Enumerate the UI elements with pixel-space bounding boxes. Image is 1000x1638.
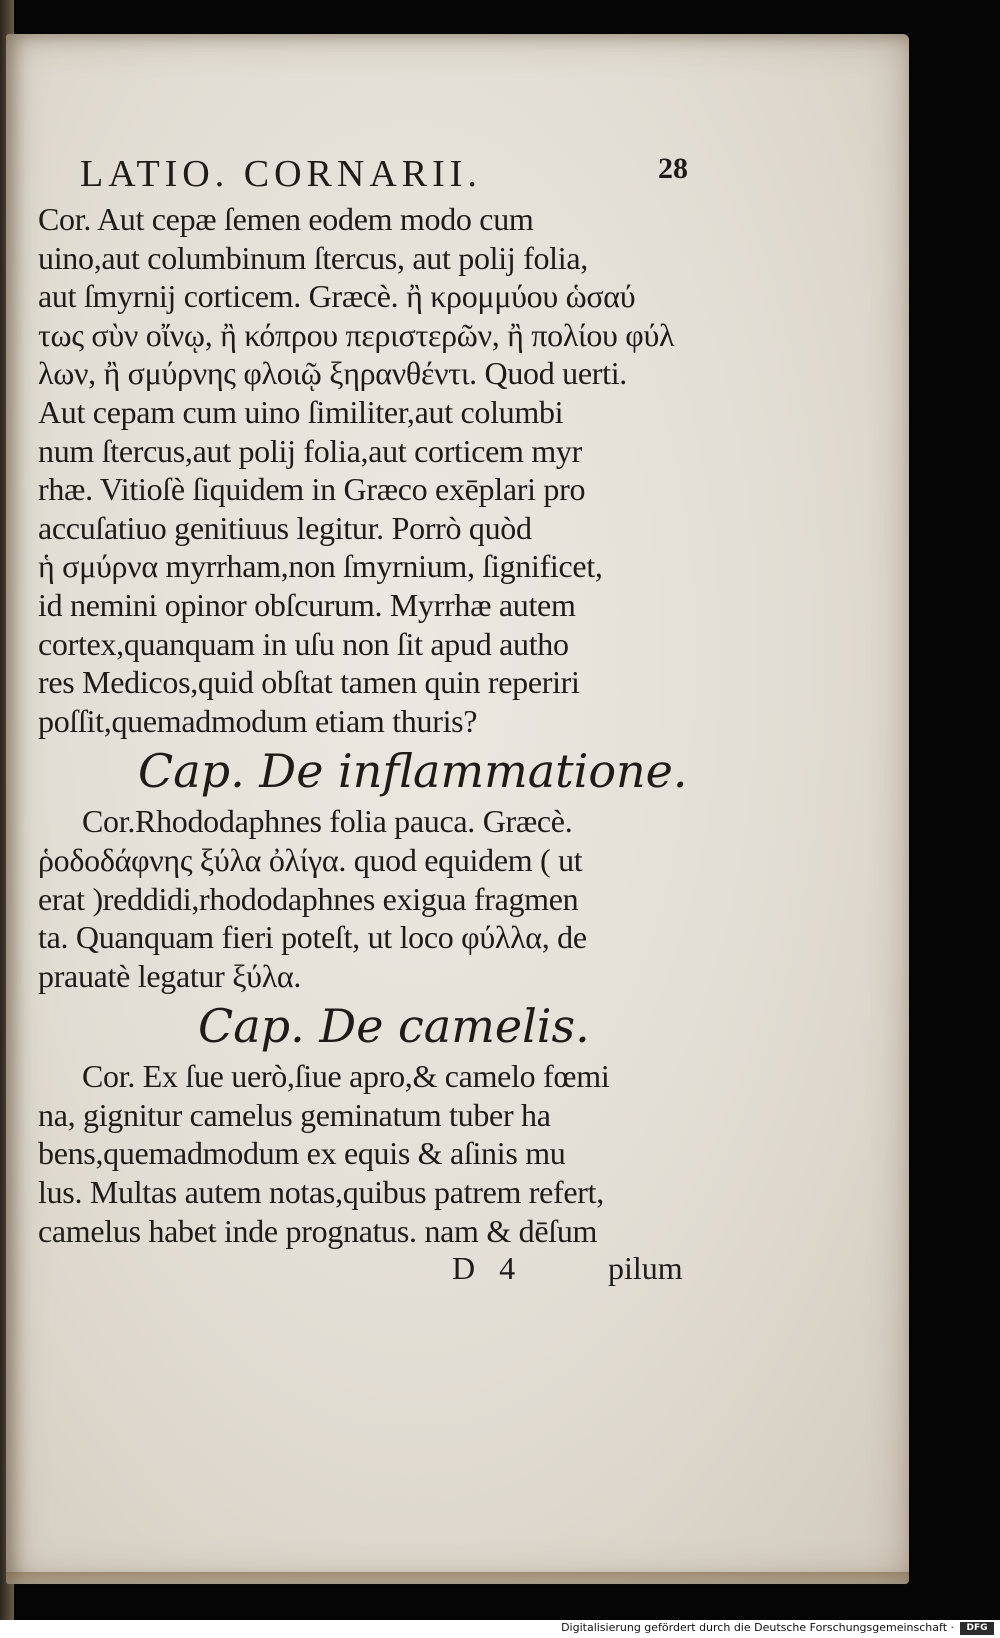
text-line: id nemini opinor obſcurum. Myrrhæ autem [38, 586, 576, 623]
text-line: camelus habet inde prognatus. nam & dēſum [38, 1212, 598, 1249]
text-line: Aut cepam cum uino ſimiliter,aut columbi [38, 393, 564, 430]
text-line: cortex,quanquam in uſu non ſit apud autho [38, 625, 569, 662]
folio-number: 28 [658, 152, 688, 185]
text-line: na, gignitur camelus geminatum tuber ha [38, 1096, 551, 1133]
footer-bar [0, 1620, 1000, 1638]
text-line: rhæ. Vitioſè ſiquidem in Græco exēplari pro [38, 471, 586, 508]
text-line: ta. Quanquam fieri poteſt, ut loco φύλλα, de [38, 919, 587, 956]
paragraph-3 [38, 1057, 728, 1250]
page-bottom-shadow [6, 1572, 909, 1586]
text-line: res Medicos,quid obſtat tamen quin reperiri [38, 664, 580, 701]
text-line: bens,quemadmodum ex equis & aſinis mu [38, 1135, 566, 1172]
text-line: accuſatiuo genitiuus legitur. Porrò quòd [38, 509, 532, 546]
text-line: uino,aut columbinum ſtercus, aut polij folia, [38, 239, 588, 276]
signature-line [38, 1250, 728, 1288]
dfg-logo-icon: DFG [960, 1622, 994, 1635]
funding-credit: Digitalisierung gefördert durch die Deutsche Forschungsgemeinschaft · [561, 1621, 954, 1634]
paragraph-2 [38, 802, 728, 995]
paragraph-1 [38, 200, 728, 740]
page-text-block [38, 152, 728, 1288]
text-line: ῥοδοδάφνης ξύλα ὀλίγα. quod equidem ( ut [38, 841, 583, 878]
chapter-heading-inflammatione: Cap. De inflammatione. [138, 744, 688, 799]
signature-mark: D 4 [452, 1250, 524, 1287]
text-line: Cor. Ex ſue uerò,ſiue apro,& camelo fœmi [82, 1058, 610, 1095]
text-line: ἡ σμύρνα myrrham,non ſmyrnium, ſignificet, [38, 548, 603, 585]
text-line: prauatè legatur ξύλα. [38, 957, 302, 994]
running-title: LATIO. CORNARII. [80, 153, 482, 195]
catchword: pilum [608, 1250, 683, 1287]
text-line: poſſit,quemadmodum etiam thuris? [38, 702, 478, 739]
chapter-heading-camelis: Cap. De camelis. [198, 999, 590, 1054]
text-line: λων, ἢ σμύρνης φλοιῷ ξηρανθέντι. Quod uerti. [38, 355, 627, 392]
text-line: erat )reddidi,rhododaphnes exigua fragmen [38, 880, 579, 917]
text-line: lus. Multas autem notas,quibus patrem refert, [38, 1174, 604, 1211]
text-line: Cor.Rhododaphnes folia pauca. Græcè. [82, 803, 573, 840]
page-header [38, 152, 728, 200]
text-line: aut ſmyrnij corticem. Græcè. ἢ κρομμύου ὡσαύ [38, 278, 636, 315]
text-line: Cor. Aut cepæ ſemen eodem modo cum [38, 201, 534, 237]
text-line: num ſtercus,aut polij folia,aut corticem myr [38, 432, 582, 469]
text-line: τως σὺν οἴνῳ, ἢ κόπρου περιστερῶν, ἢ πολίου φύλ [38, 316, 675, 353]
